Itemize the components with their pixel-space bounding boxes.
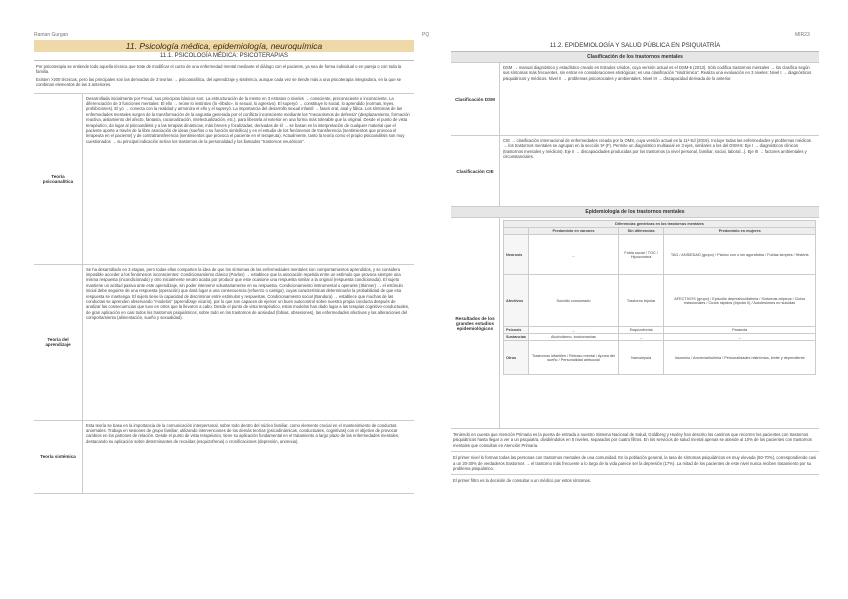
header-right: MIR23 bbox=[795, 32, 810, 38]
col-header bbox=[504, 228, 529, 235]
theory-row-psychoanalytic bbox=[34, 94, 414, 265]
row-text: CIE → clasificación internacional de enfermedades creada por la OMS, cuya versión actual es la 11ª Ed (2019). Incluye todas las enfermedades y problemas médicos → los trastornos mentales se agrupan en la sección 5ª (F). Permite un diagnóstico multiaxial en 3 ejes, similares a los del DSM-5: Eje I → diagnósticos clínicos (trastornos mentales y médicos). Eje II → discapacidades producidas por los trastornos (a nivel personal, familiar, social, laboral...). Eje III → factores ambientales y circunstanciales. bbox=[503, 138, 812, 160]
theory-row-learning bbox=[34, 265, 414, 421]
table-cell: Narcolepsia bbox=[618, 341, 663, 375]
col-header: Predominio en varones bbox=[529, 228, 619, 235]
table-cell: Otros bbox=[504, 341, 529, 375]
epidemiology-header: Epidemiología de los trastornos mentales bbox=[451, 207, 819, 218]
right-page bbox=[451, 32, 819, 487]
col-header: Predominio en mujeres bbox=[664, 228, 816, 235]
table-cell: Alcoholismo, toxicomanías bbox=[529, 334, 619, 341]
table-row bbox=[504, 275, 816, 327]
table-row bbox=[504, 327, 816, 334]
epi-table bbox=[503, 220, 816, 375]
table-cell: Sustancias bbox=[504, 334, 529, 341]
row-text: Esta teoría se basa en la importancia de la comunicación interpersonal, sobre todo dentro del núcleo familiar, como elemento crucial en el mantenimiento de conductas anormales. Trabaja en sesiones de grupo familiar, utilizando intervenciones de los demás teorías (psicodinámicas, conductuales, cognitivas) con el objetivo de provocar cambios en los patrones de relación. Desde el punto de vista terapéutico, tiene su aplicación fundamental en el tratamiento a largo plazo de las enfermedades mentales, destacando su aplicación sobre determinantes de recaídas (esquizofrenia) o cronificaciones (depresión, anorexia). bbox=[86, 422, 400, 444]
row-label: Resultados de los grandes estudios epidemiológicos bbox=[451, 218, 500, 428]
row-label: Clasificación CIE bbox=[451, 136, 500, 206]
theory-row-systemic bbox=[34, 421, 414, 494]
table-cell: _ bbox=[618, 334, 663, 341]
left-page bbox=[34, 32, 414, 494]
table-cell: Esquizofrenia bbox=[618, 327, 663, 334]
epi-table-cell bbox=[500, 218, 819, 428]
table-cell: _ bbox=[529, 235, 619, 275]
bottom-block-1: Teniendo en cuenta que Atención Primaria es la puerta de entrada a nuestro Sistema Nacional de Salud, Goldberg y Huxley han descrito los caminos que recorren los pacientes con trastornos psiquiátricos hasta llegar a ver a un psiquiatra, dividiéndolos en 5 niveles, separados por cuatro filtros. En los servicios de salud mental apenas se atiende al 10% de los pacientes con trastornos mentales que consultan en Atención Primaria. bbox=[451, 429, 819, 452]
table-cell: Trastorno bipolar bbox=[618, 275, 663, 327]
intro-paragraph-2: Existen >200 técnicas, pero las principales son las derivadas de 3 teorías → psicoanalítica, del aprendizaje y sistémica, aunque cada vez se tiende más a una psicoterapia integradora, en la que se combinan elementos de las 3 anteriores. bbox=[36, 76, 402, 88]
table-row bbox=[504, 341, 816, 375]
intro-block bbox=[34, 61, 414, 94]
row-label: Clasificación DSM bbox=[451, 63, 500, 135]
bottom-block-2: El primer nivel lo forman todas las personas con trastornos mentales de una comunidad. En la población general, la tasa de síntomas psiquiátricos es muy elevada (60-70%), correspondiendo casi a un 20-30% de verdaderos trastornos → el trastorno más frecuente a lo largo de la vida parece ser la depresión (17%). La mitad de los pacientes de este nivel nunca reciben tratamiento por su problema psiquiátrico. bbox=[451, 452, 819, 475]
bottom-block-3: El primer filtro es la decisión de consultar a un médico por estos síntomas. bbox=[453, 478, 592, 484]
section-title: 11.2. EPIDEMIOLOGÍA Y SALUD PÚBLICA EN PSIQUIATRÍA bbox=[451, 40, 819, 52]
col-header: Sin diferencias bbox=[618, 228, 663, 235]
table-cell: _ bbox=[529, 327, 619, 334]
table-cell: Insomnio / Anorexia/bulimia / Personalidades histriónica, límite y dependiente bbox=[664, 341, 816, 375]
header-middle: PQ bbox=[422, 32, 430, 38]
row-text: Desarrollada inicialmente por Freud, sus principios básicos son: La estructuración de la mente en 3 estratos o niveles → consciente, preconsciente e inconsciente. La diferenciación de 3 funciones mentales: El ello → reúne lo instintivo (lo «libido», lo sexual, lo agresivo). El superyó → constituye lo social, lo aprendido (normas, leyes, prohibiciones). El yo → conecta con la realidad y armoniza el ello y el superyó. La importancia del desarrollo sexual infantil → fases oral, anal y fálica. Los síntomas de las enfermedades mentales surgen de la transformación de la angustia generada por el conflicto inconsciente mediante los "mecanismos de defensa" (desplazamiento, formación reactiva, aislamiento del afecto, fantasía, racionalización, intelectualización, etc.), para liberarla al exterior en una forma más tolerable que la original. Desde el punto de vista terapéutico, da lugar al psicoanálisis y a las terapias dinámicas, más breves y focalizadas, derivadas de él → se basan en la interpretación de cualquier material que el paciente aporte a través de la libre asociación de ideas (sueños o su función simbólica) y en el estudio de los fenómenos de transferencia (sentimientos que provoca el terapeuta en el paciente) y de contratransferencia (sentimientos que provoca el paciente en el terapeuta). Actualmente, tanto la teoría como el propio psicoanálisis son muy cuestionados → su principal indicación serían los trastornos de la personalidad y los llamados "trastornos neuróticos". bbox=[86, 95, 410, 144]
chapter-title: 11. Psicología médica, epidemiología, neuroquímica bbox=[34, 40, 414, 52]
intro-paragraph-1: Por psicoterapia se entiende todo aquella técnica que trate de modificar el curso de una enfermedad mental mediante el diálogo con el paciente, ya sea de forma individual o en pareja o con toda la familia. bbox=[36, 64, 402, 75]
table-cell: AFECTIVOS (grupo) / Episodio depresivo/distimia / Síntomas atípicos / Ciclos estacionales / Ciclos rápidos (bipolar II) / Autolesiones no suicidas bbox=[664, 275, 816, 327]
row-label: Teoría psicoanalítica bbox=[34, 94, 83, 264]
table-cell: Suicidio consumado bbox=[529, 275, 619, 327]
header-left: Raman Gurgan bbox=[34, 32, 69, 38]
section-subtitle: 11.1. PSICOLOGÍA MÉDICA: PSICOTERAPIAS bbox=[34, 52, 414, 61]
row-text: Se ha desarrollado en 3 etapas, pero todas ellas comparten la idea de que los síntomas de las enfermedades mentales son comportamientos aprendidos, y se considera imposible acceder a los fenómenos inconscientes: Condicionamiento clásico (Pavlov) → establece que la asociación repetida entre un estímulo que provoca siempre una misma respuesta (incondicionado) y otro inicialmente neutro acaba por producir que este ocasione una respuesta similar a la original (respuesta condicionada). El sujeto mantiene un actitud pasiva ante este aprendizaje, sin poder intervenir voluntariamente en su respuesta. Condicionamiento instrumental u operante (Skinner) → el estímulo inicial debe seguirse de una respuesta (operación) que dará lugar a una consecuencia (refuerzo o castigo), cuyas características determinarán la probabilidad de que esa respuesta se mantenga. El sujeto tiene la capacidad de discriminar entre estímulos y respuestas. Condicionamiento social (Bandura) → establece que muchas de las conductas se aprenden observando "modelos" (aprendizaje vicario), por lo que son capaces de ejercer un buen autocontrol sobre nuestra propia conducta después de analizar las consecuencias que tuvo en otros que la llevaron a cabo. Desde el punto de vista terapéutico, estos modelos han dado lugar a las terapias cognitivo-conductuales, de gran aplicación en casi todos los trastornos psiquiátricos, sobre todo en los trastornos de ansiedad (fobias, obsesiones), las enfermedades afectivas y las alteraciones del comportamiento (alimentación, sueño y sexualidad). bbox=[86, 266, 410, 321]
row-text: DSM → manual diagnóstico y estadístico creado en Estados Unidos, cuya versión actual es el DSM-5 (2013). Sólo codifica trastornos mentales → los clasifica según sus síntomas más frecuentes, sin entrar en consideraciones etiológicas; es una clasificación "sindrómica". Realiza una evaluación en 3 niveles: Nivel I → diagnósticos psiquiátricos y médicos. Nivel II → problemas psicosociales y ambientales. Nivel III → discapacidad derivada de lo anterior. bbox=[503, 65, 812, 81]
table-cell: TAG / ANSIEDAD (grupo) / Pánico con o sin agorafobia / Fobias simples / Histeria bbox=[664, 235, 816, 275]
epi-row bbox=[451, 218, 819, 429]
table-row bbox=[504, 235, 816, 275]
cie-row bbox=[451, 136, 819, 207]
table-cell: Afectivos bbox=[504, 275, 529, 327]
table-cell: Fobia social / TOC / Hipocondría bbox=[618, 235, 663, 275]
classification-header: Clasificación de los trastornos mentales bbox=[451, 52, 819, 63]
row-label: Teoría del aprendizaje bbox=[34, 265, 83, 420]
dsm-row bbox=[451, 63, 819, 136]
table-caption: Diferencias genéricas en los trastornos mentales bbox=[504, 221, 816, 228]
table-cell: _ bbox=[664, 334, 816, 341]
table-row bbox=[504, 334, 816, 341]
table-cell: Trastornos infantiles / Retraso mental / Apnea del sueño / Personalidad antisocial bbox=[529, 341, 619, 375]
table-cell: Psicosis bbox=[504, 327, 529, 334]
row-label: Teoría sistémica bbox=[34, 421, 83, 493]
table-cell: Paranoia bbox=[664, 327, 816, 334]
table-cell: Neurosis bbox=[504, 235, 529, 275]
